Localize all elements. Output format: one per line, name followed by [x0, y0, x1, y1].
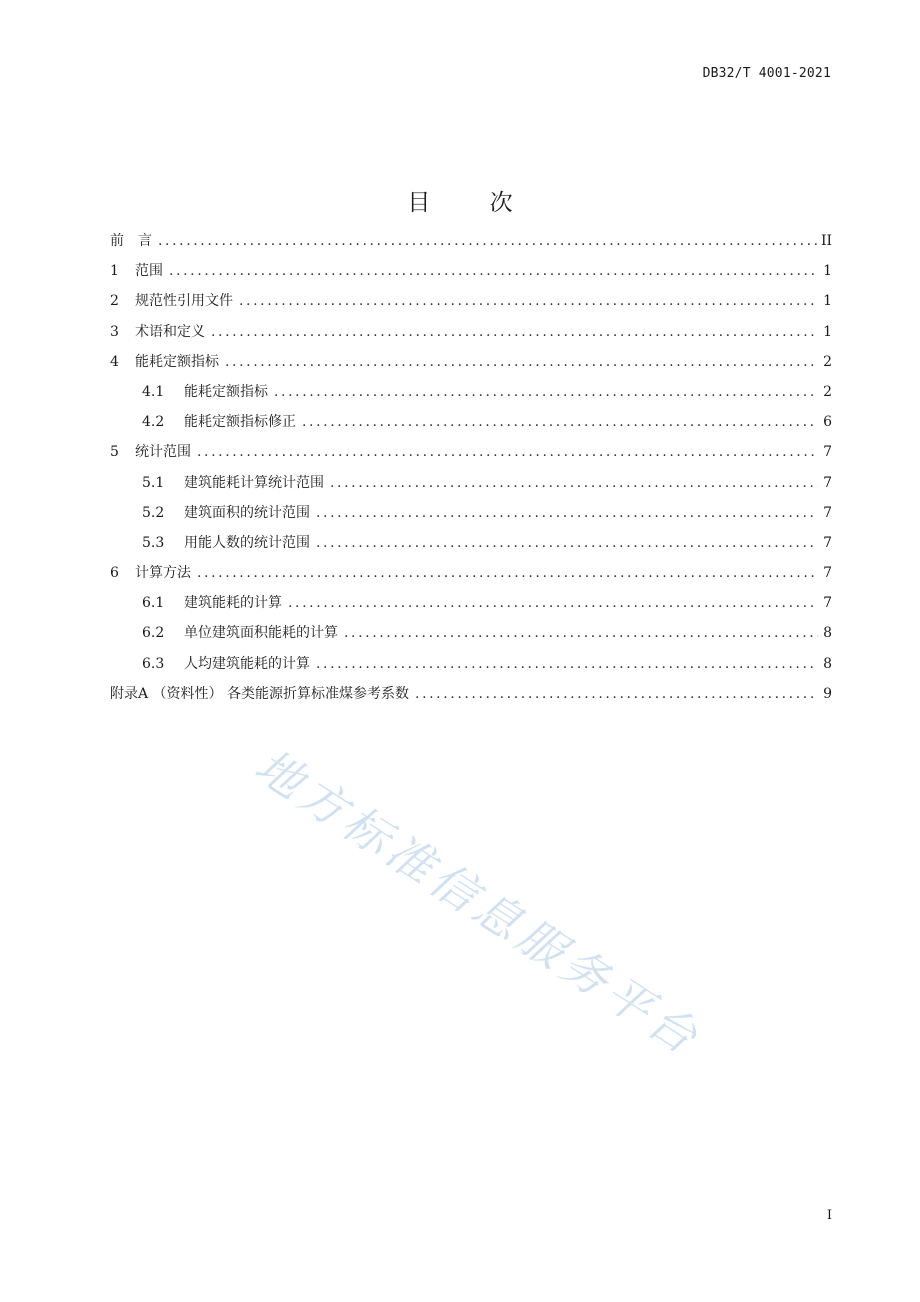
toc-leader-dots [316, 505, 818, 521]
toc-entry-page: 7 [823, 595, 832, 612]
toc-entry-page: 7 [823, 504, 832, 521]
toc-leader-dots [415, 686, 818, 702]
toc-entry-label: 建筑能耗的计算 [184, 595, 282, 612]
toc-entry-label: 计算方法 [135, 565, 191, 582]
toc-entry-label: 建筑面积的统计范围 [184, 504, 310, 521]
toc-entry[interactable] [110, 290, 832, 320]
toc-entry[interactable] [110, 683, 832, 713]
page-title: 目 次 [407, 190, 539, 216]
toc-entry-page: 2 [823, 383, 832, 400]
table-of-contents [110, 230, 832, 713]
toc-entry-page: 8 [823, 625, 832, 642]
toc-entry-label: 用能人数的统计范围 [184, 534, 310, 551]
toc-entry-page: 9 [823, 685, 832, 702]
toc-entry-number: 3 [110, 323, 119, 340]
toc-leader-dots [302, 414, 818, 430]
toc-entry-page: 1 [823, 263, 832, 280]
toc-entry[interactable] [110, 411, 832, 441]
toc-entry[interactable] [110, 472, 832, 502]
toc-leader-dots [316, 535, 818, 551]
toc-entry-label: 能耗定额指标修正 [184, 414, 296, 431]
toc-leader-dots [288, 595, 818, 611]
toc-leader-dots [197, 444, 818, 460]
toc-entry[interactable] [110, 230, 832, 260]
toc-entry-number: 6 [110, 565, 119, 582]
toc-entry-page: 7 [823, 474, 832, 491]
toc-entry-page: 7 [823, 444, 832, 461]
toc-entry-number: 5.2 [142, 504, 165, 521]
toc-entry-number: 5.3 [142, 534, 165, 551]
toc-leader-dots [169, 263, 818, 279]
toc-entry[interactable] [110, 622, 832, 652]
toc-entry-label: 范围 [135, 263, 163, 280]
standard-code: DB32/T 4001-2021 [702, 66, 831, 81]
toc-entry-number: 6.1 [142, 595, 165, 612]
toc-entry-label: 前 言 [110, 233, 152, 249]
toc-entry-label: 附录A （资料性） 各类能源折算标准煤参考系数 [110, 685, 410, 702]
toc-entry-page: 2 [823, 353, 832, 370]
toc-leader-dots [274, 384, 818, 400]
toc-entry-label: 能耗定额指标 [184, 383, 268, 400]
toc-entry[interactable] [110, 351, 832, 381]
toc-entry-label: 规范性引用文件 [135, 293, 233, 310]
toc-leader-dots [316, 656, 818, 672]
toc-entry-label: 建筑能耗计算统计范围 [184, 474, 324, 491]
toc-entry-label: 统计范围 [135, 444, 191, 461]
toc-entry[interactable] [110, 653, 832, 683]
toc-leader-dots [239, 293, 818, 309]
toc-leader-dots [197, 565, 818, 581]
toc-entry-label: 术语和定义 [135, 323, 205, 340]
toc-entry-number: 5 [110, 444, 119, 461]
toc-entry-label: 人均建筑能耗的计算 [184, 655, 310, 672]
toc-entry-label: 能耗定额指标 [135, 353, 219, 370]
toc-entry[interactable] [110, 502, 832, 532]
toc-entry-number: 5.1 [142, 474, 165, 491]
toc-entry-number: 1 [110, 263, 119, 280]
toc-entry[interactable] [110, 532, 832, 562]
toc-entry-page: 1 [823, 323, 832, 340]
toc-entry-number: 4.2 [142, 414, 165, 431]
toc-entry-number: 6.3 [142, 655, 165, 672]
toc-entry-number: 6.2 [142, 625, 165, 642]
toc-entry-number: 4.1 [142, 383, 165, 400]
toc-leader-dots [225, 354, 818, 370]
toc-entry-page: 8 [823, 655, 832, 672]
toc-leader-dots [158, 233, 817, 249]
page-number: I [826, 1208, 832, 1223]
toc-entry[interactable] [110, 321, 832, 351]
watermark: 地方标准信息服务平台 [245, 738, 712, 1067]
toc-entry-page: 1 [823, 293, 832, 310]
toc-entry-page: 7 [823, 565, 832, 582]
toc-entry[interactable] [110, 562, 832, 592]
toc-entry[interactable] [110, 441, 832, 471]
toc-leader-dots [211, 324, 818, 340]
toc-entry-page: II [820, 233, 832, 249]
toc-entry-number: 4 [110, 353, 119, 370]
toc-entry[interactable] [110, 592, 832, 622]
toc-leader-dots [330, 475, 818, 491]
toc-entry-page: 6 [823, 414, 832, 431]
toc-entry[interactable] [110, 260, 832, 290]
toc-entry-number: 2 [110, 293, 119, 310]
toc-entry-page: 7 [823, 534, 832, 551]
toc-leader-dots [344, 625, 818, 641]
toc-entry-label: 单位建筑面积能耗的计算 [184, 625, 338, 642]
toc-entry[interactable] [110, 381, 832, 411]
